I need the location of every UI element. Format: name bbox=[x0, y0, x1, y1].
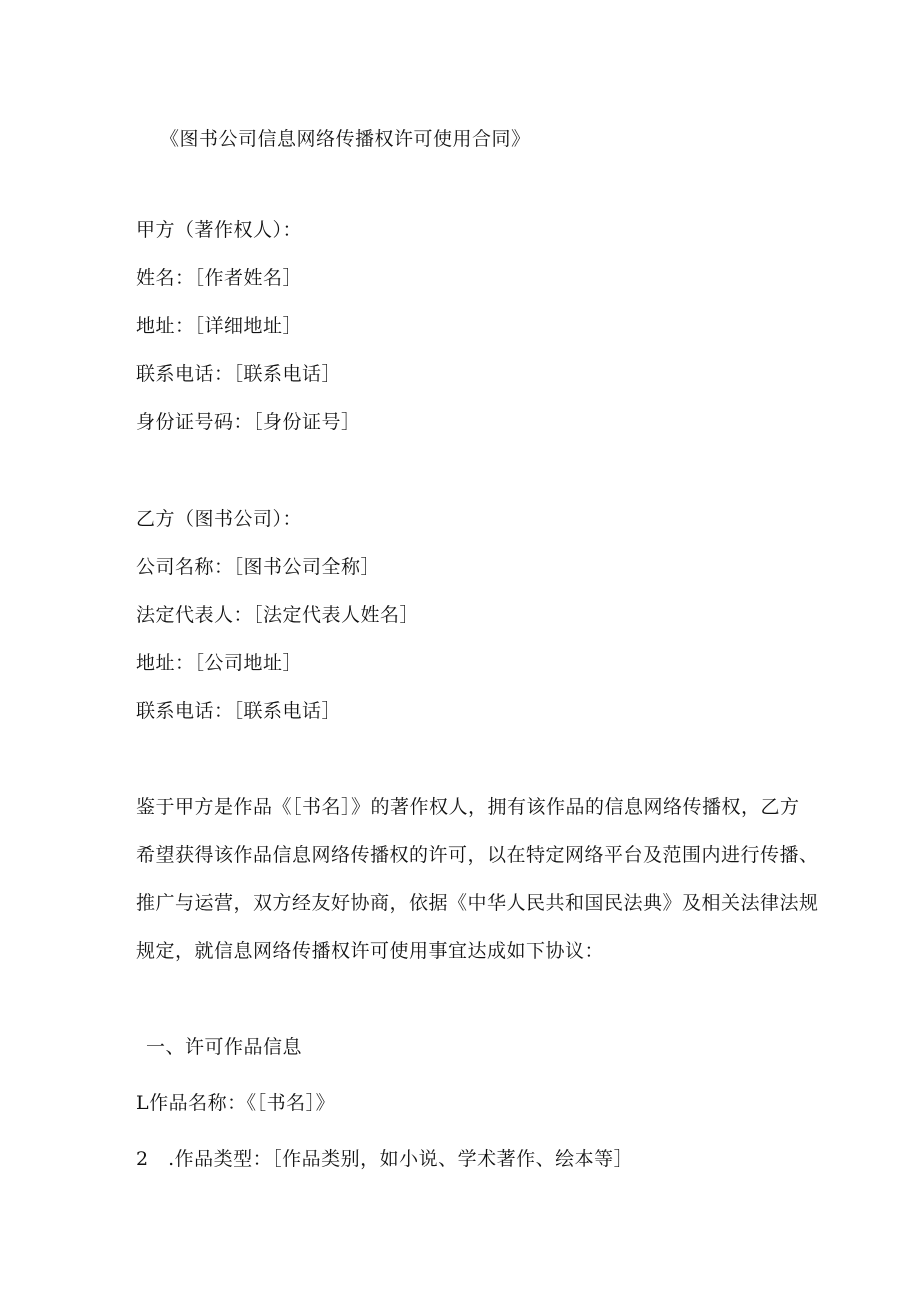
section-heading: 一、许可作品信息 bbox=[146, 1036, 303, 1058]
party-a-name: 姓名：［作者姓名］ bbox=[136, 267, 303, 289]
party-b-company: 公司名称：［图书公司全称］ bbox=[136, 556, 381, 578]
section-item: 2 .作品类型：［作品类别，如小说、学术著作、绘本等］ bbox=[136, 1148, 634, 1170]
party-a-id-number: 身份证号码：［身份证号］ bbox=[136, 411, 361, 433]
party-b-heading: 乙方（图书公司）： bbox=[136, 508, 303, 530]
party-a-heading: 甲方（著作权人）： bbox=[136, 219, 303, 241]
preamble-line: 推广与运营，双方经友好协商，依据《中华人民共和国民法典》及相关法律法规 bbox=[136, 892, 819, 914]
party-b-phone: 联系电话：［联系电话］ bbox=[136, 700, 342, 722]
document-title: 《图书公司信息网络传播权许可使用合同》 bbox=[160, 128, 531, 150]
preamble-line: 希望获得该作品信息网络传播权的许可，以在特定网络平台及范围内进行传播、 bbox=[136, 844, 819, 866]
preamble-line: 规定，就信息网络传播权许可使用事宜达成如下协议： bbox=[136, 940, 605, 962]
party-a-phone: 联系电话：［联系电话］ bbox=[136, 363, 342, 385]
party-b-address: 地址：［公司地址］ bbox=[136, 652, 303, 674]
party-a-address: 地址：［详细地址］ bbox=[136, 315, 303, 337]
section-item: L作品名称：《［书名］》 bbox=[136, 1092, 336, 1114]
party-b-legal-rep: 法定代表人：［法定代表人姓名］ bbox=[136, 604, 420, 626]
preamble-line: 鉴于甲方是作品《［书名］》的著作权人，拥有该作品的信息网络传播权，乙方 bbox=[136, 796, 800, 818]
